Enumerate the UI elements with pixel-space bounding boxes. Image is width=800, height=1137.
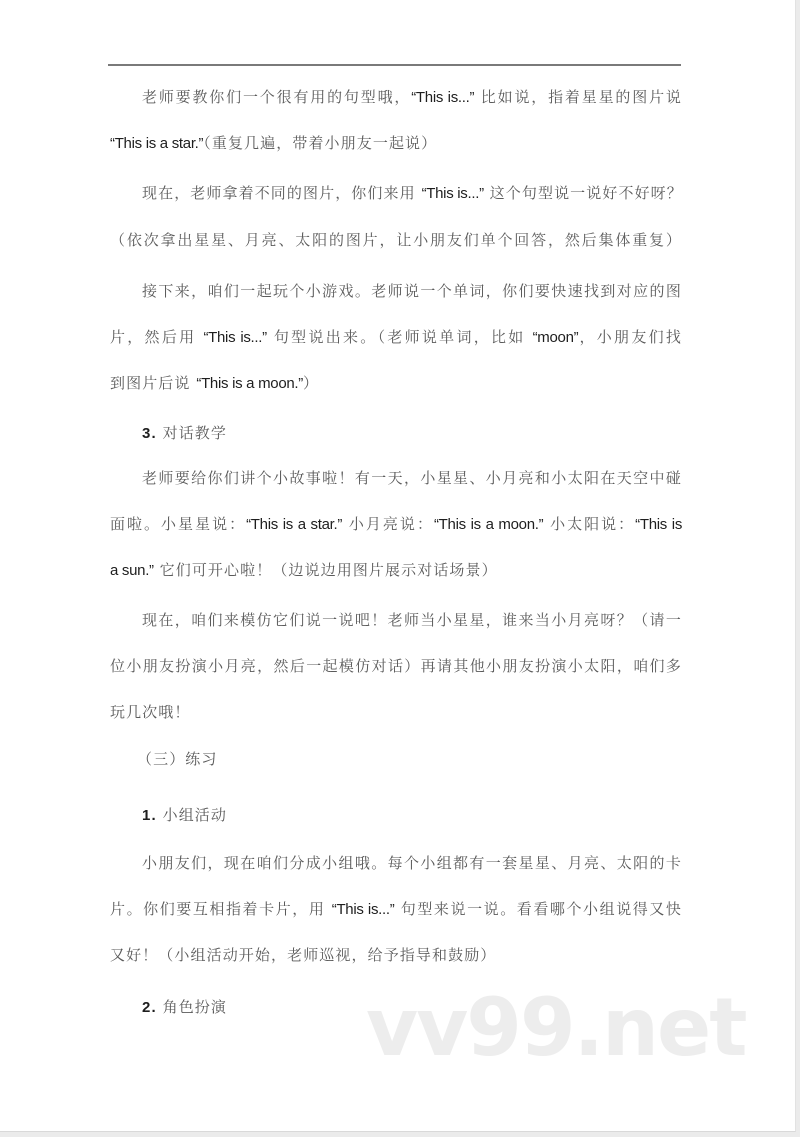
paragraph-line — [110, 85, 682, 109]
chinese-text: 片，然后用 — [110, 328, 204, 346]
english-phrase: “This is...” — [331, 901, 395, 918]
chinese-text: 又好！（小组活动开始，老师巡视，给予指导和鼓励） — [110, 946, 497, 964]
paragraph-line — [110, 558, 682, 582]
english-phrase: “This is a moon.” — [433, 516, 544, 533]
english-phrase: “This is — [635, 516, 683, 533]
english-phrase: “This is a star.” — [246, 516, 343, 533]
header-rule — [108, 64, 681, 66]
english-phrase: “This is a star.” — [110, 135, 204, 152]
heading-label: 对话教学 — [162, 424, 227, 442]
chinese-text: 片。你们要互相指着卡片，用 — [110, 900, 332, 918]
chinese-text: 老师要给你们讲个小故事啦！有一天，小星星、小月亮和小太阳在天空中碰 — [142, 469, 682, 487]
heading-group-activity — [110, 803, 682, 827]
section-heading-practice: （三）练习 — [137, 750, 218, 768]
english-phrase: “This is...” — [203, 329, 267, 346]
english-phrase: “This is...” — [411, 89, 475, 106]
watermark-text: vv99.net — [366, 981, 746, 1074]
heading-label: 小组活动 — [162, 806, 227, 824]
chinese-text: 小月亮说： — [342, 515, 434, 533]
chinese-text: 现在，老师拿着不同的图片，你们来用 — [142, 184, 422, 202]
paragraph-line — [110, 279, 682, 303]
chinese-text: 现在，咱们来模仿它们说一说吧！老师当小星星，谁来当小月亮呀？（请一 — [142, 611, 682, 629]
paragraph-line — [110, 897, 682, 921]
chinese-text: （依次拿出星星、月亮、太阳的图片，让小朋友们单个回答，然后集体重复） — [110, 231, 682, 249]
chinese-text: ，小朋友们找 — [578, 328, 682, 346]
chinese-text: 老师要教你们一个很有用的句型哦， — [142, 88, 412, 106]
english-phrase: a sun.” — [110, 562, 154, 579]
chinese-text: 小朋友们，现在咱们分成小组哦。每个小组都有一套星星、月亮、太阳的卡 — [142, 854, 682, 872]
paragraph-line — [110, 700, 682, 724]
chinese-text: 句型说出来。（老师说单词，比如 — [266, 328, 533, 346]
chinese-text: 面啦。小星星说： — [110, 515, 247, 533]
chinese-text: （重复几遍，带着小朋友一起说） — [203, 134, 438, 152]
chinese-text: 句型来说一说。看看哪个小组说得又快 — [394, 900, 682, 918]
paragraph-line — [110, 654, 682, 678]
chinese-text: 小太阳说： — [543, 515, 636, 533]
chinese-text: 位小朋友扮演小月亮，然后一起模仿对话）再请其他小朋友扮演小太阳，咱们多 — [110, 657, 682, 675]
paragraph-line — [110, 181, 682, 205]
paragraph-line — [110, 608, 682, 632]
paragraph-line — [110, 131, 682, 155]
chinese-text: 接下来，咱们一起玩个小游戏。老师说一个单词，你们要快速找到对应的图 — [142, 282, 682, 300]
paragraph-line — [110, 228, 682, 252]
heading-number: 2. — [142, 999, 157, 1016]
paragraph-line — [110, 371, 682, 395]
paragraph-line — [110, 466, 682, 490]
paragraph-line — [110, 325, 682, 349]
english-phrase: “This is a moon.” — [196, 375, 303, 392]
heading-label: 角色扮演 — [162, 998, 227, 1016]
paragraph-line — [110, 943, 682, 967]
chinese-text: 玩几次哦！ — [110, 703, 191, 721]
paragraph-line — [110, 851, 682, 875]
heading-dialogue-teaching — [110, 421, 682, 445]
chinese-text: 它们可开心啦！（边说边用图片展示对话场景） — [153, 561, 498, 579]
heading-number: 1. — [142, 807, 157, 824]
paragraph-line — [110, 512, 682, 536]
chinese-text: 比如说，指着星星的图片说 — [474, 88, 682, 106]
chinese-text: 到图片后说 — [110, 374, 197, 392]
english-phrase: “This is...” — [421, 185, 484, 202]
english-phrase: “moon” — [532, 329, 579, 346]
chinese-text: 这个句型说一说好不好呀？ — [483, 184, 683, 202]
heading-number: 3. — [142, 425, 157, 442]
chinese-text: ） — [302, 374, 320, 392]
